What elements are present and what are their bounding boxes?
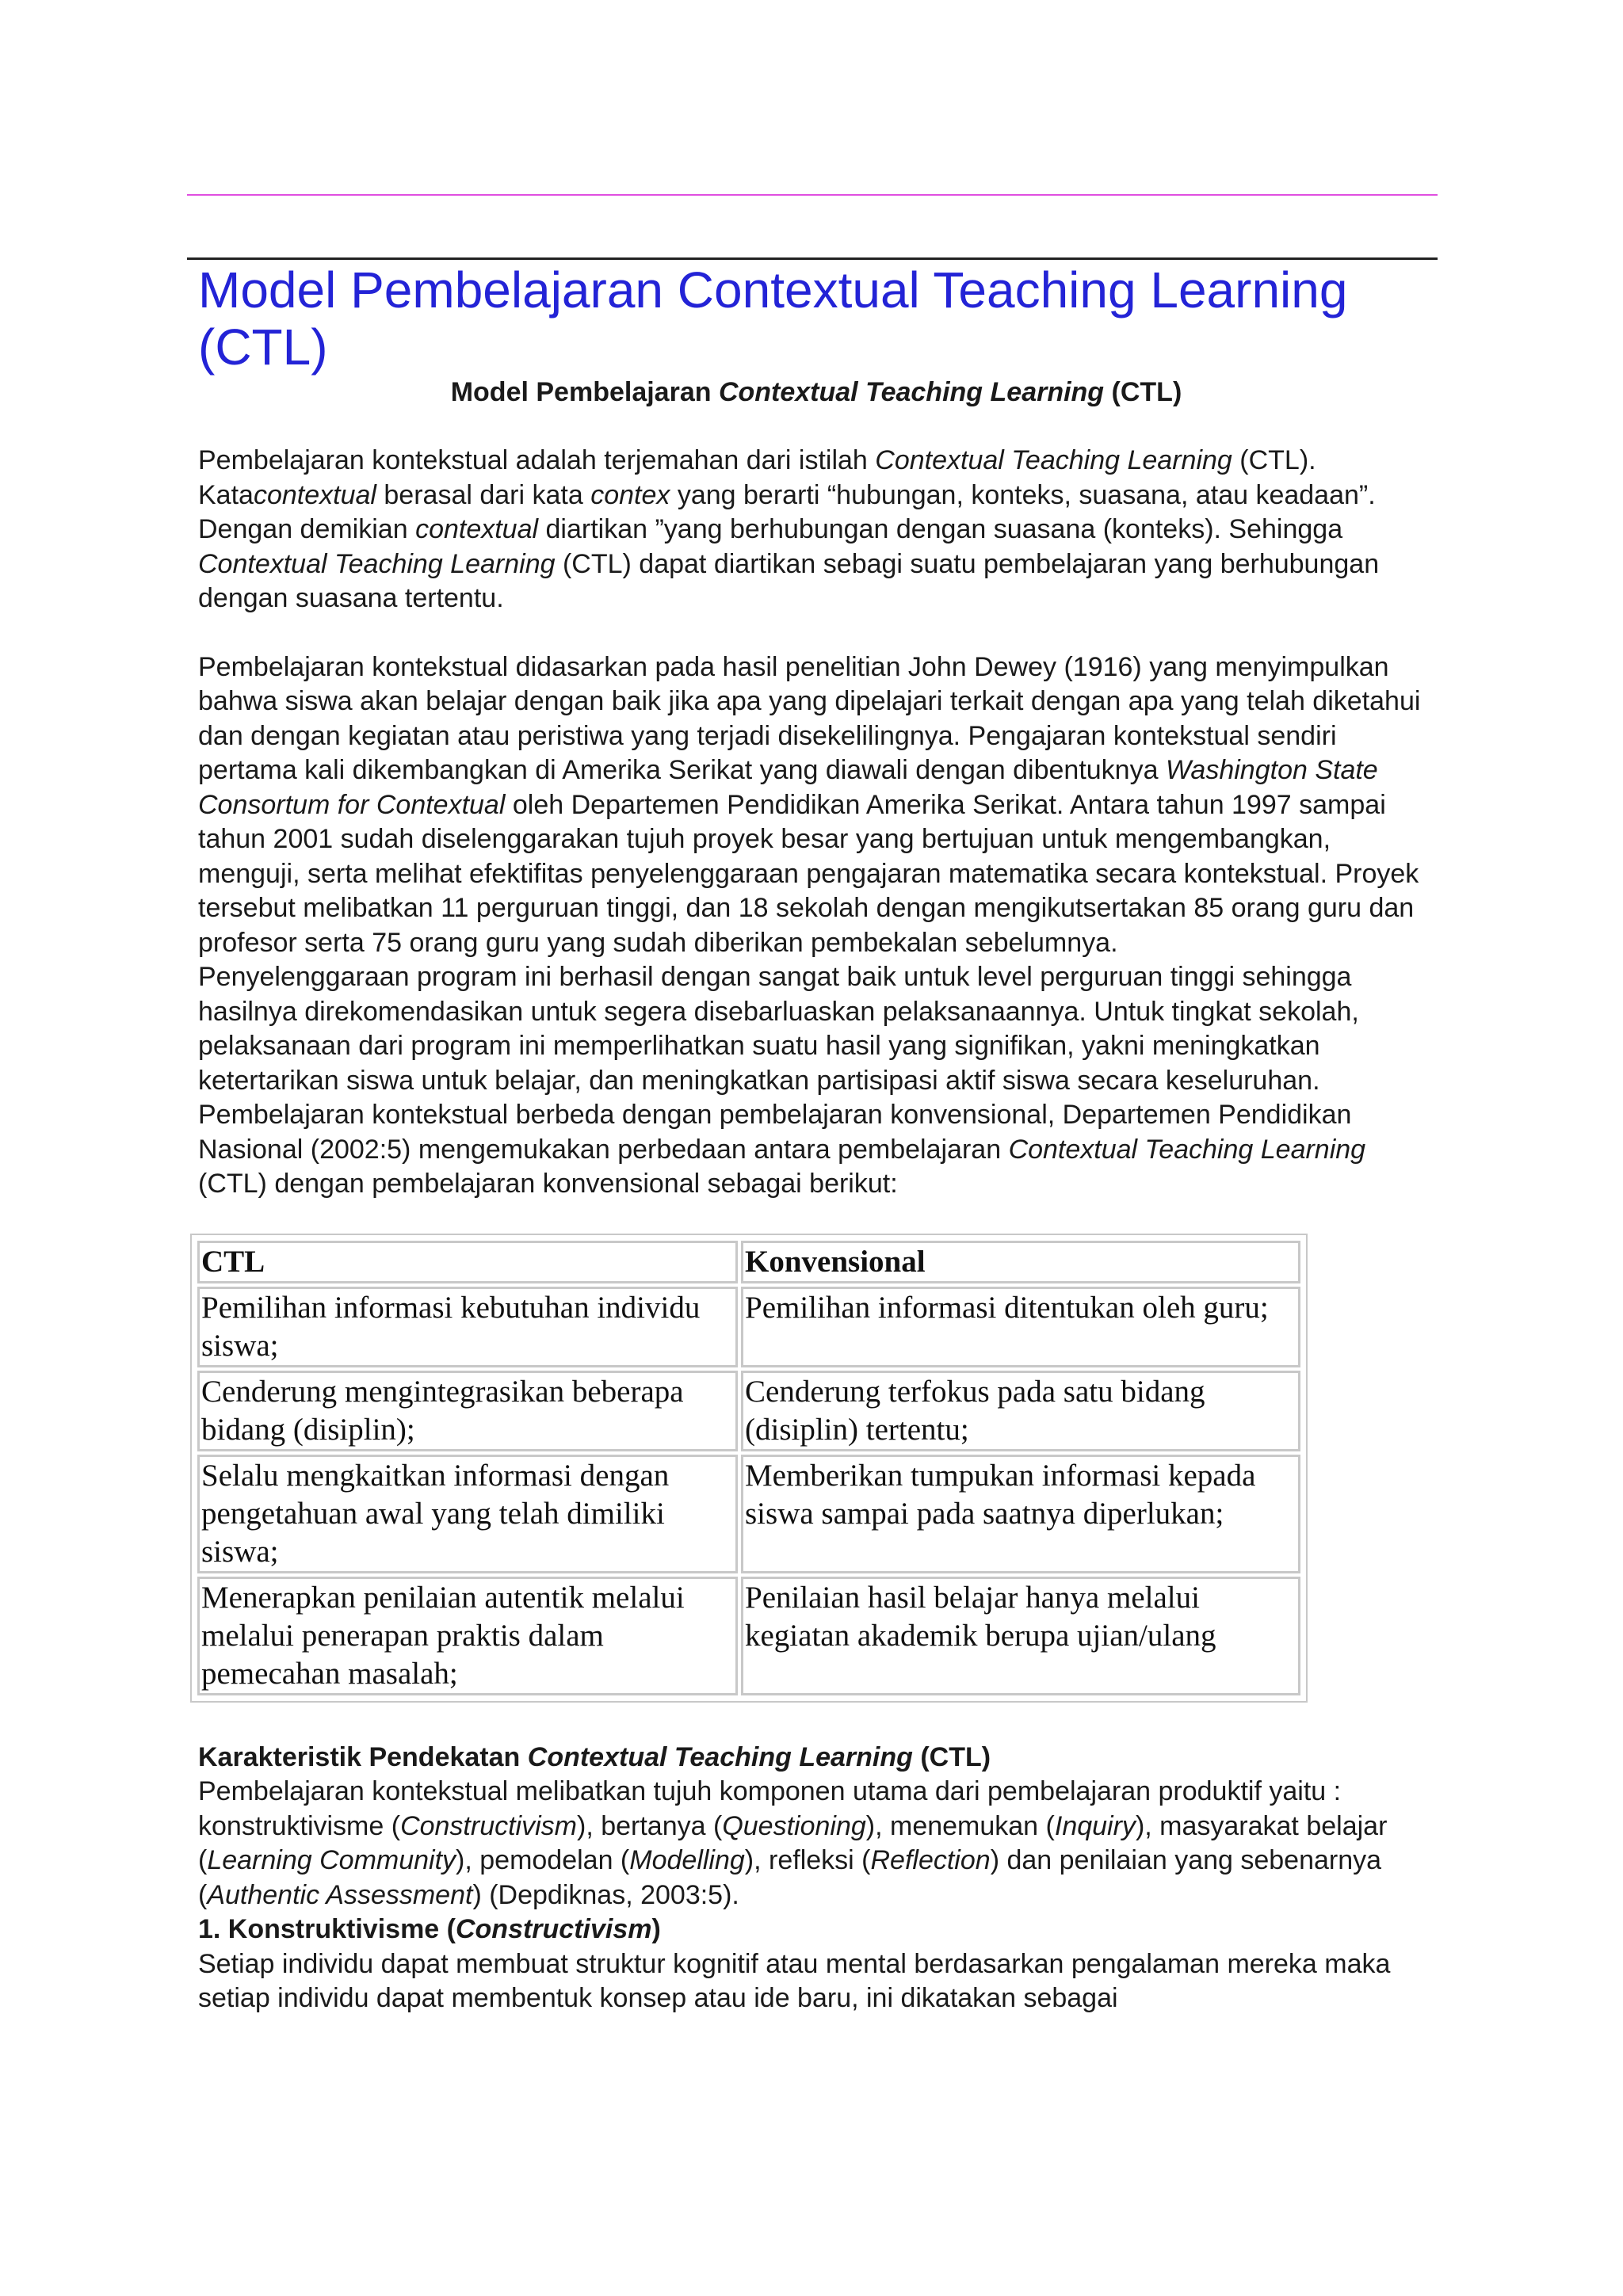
page-title: Model Pembelajaran Contextual Teaching Learning (CTL): [198, 261, 1348, 376]
italic-term: Contextual Teaching Learning: [875, 445, 1232, 475]
section-heading-characteristics: Karakteristik Pendekatan Contextual Teaching Learning (CTL): [198, 1741, 991, 1772]
paragraph-constructivism: Setiap individu dapat membuat struktur kognitif atau mental berdasarkan pengalaman mereka maka setiap individu dapat membentuk konsep atau ide baru, ini dikatakan sebagai: [198, 1948, 1391, 2013]
paragraph-definition: Pembelajaran kontekstual adalah terjemahan dari istilah Contextual Teaching Learning (CTL). Katacontextual berasal dari kata contex yang berarti “hubungan, konteks, suasana, atau keadaan”. Dengan demikian contextual diartikan ”yang berhubungan dengan suasana (konteks). Sehingga Contextual Teaching Learning (CTL) dapat diartikan sebagi suatu pembelajaran yang berhubungan dengan suasana tertentu.: [198, 445, 1380, 613]
table-row: [197, 1371, 1300, 1451]
paragraph-comparison-intro: Pembelajaran kontekstual berbeda dengan pembelajaran konvensional, Departemen Pendidikan Nasional (2002:5) mengemukakan perbedaan antara pembelajaran Contextual Teaching Learning (CTL) dengan pembelajaran konvensional sebagai berikut:: [198, 1100, 1366, 1199]
table-cell: Cenderung terfokus pada satu bidang (disiplin) tertentu;: [741, 1371, 1300, 1451]
paragraph-results: Penyelenggaraan program ini berhasil dengan sangat baik untuk level perguruan tinggi sehingga hasilnya direkomendasikan untuk segera disebarluaskan pelaksanaannya. Untuk tingkat sekolah, pelaksanaan dari program ini memperlihatkan suatu hasil yang signifikan, yakni meningkatkan ketertarikan siswa untuk belajar, dan meningkatkan partisipasi aktif siswa secara keseluruhan.: [198, 962, 1359, 1096]
top-divider-magenta: [187, 194, 1438, 196]
table-cell: Memberikan tumpukan informasi kepada siswa sampai pada saatnya diperlukan;: [741, 1455, 1300, 1573]
italic-term: Questioning: [722, 1810, 866, 1841]
italic-term: Learning Community: [207, 1845, 456, 1875]
comparison-table: [194, 1238, 1304, 1699]
italic-term: Authentic Assessment: [207, 1879, 473, 1910]
table-cell: Menerapkan penilaian autentik melalui melalui penerapan praktis dalam pemecahan masalah;: [197, 1577, 738, 1695]
italic-term: Constructivism: [400, 1810, 577, 1841]
italic-term: Modelling: [629, 1845, 745, 1875]
italic-term: contex: [590, 479, 670, 510]
table-cell: Pemilihan informasi ditentukan oleh guru;: [741, 1287, 1300, 1367]
table-cell: Selalu mengkaitkan informasi dengan pengetahuan awal yang telah dimiliki siswa;: [197, 1455, 738, 1573]
table-row: [197, 1455, 1300, 1573]
paragraph-components: Pembelajaran kontekstual melibatkan tujuh komponen utama dari pembelajaran produktif yaitu : konstruktivisme (Constructivism), bertanya (Questioning), menemukan (Inquiry), masyarakat belajar (Learning Community), pemodelan (Modelling), refleksi (Reflection) dan penilaian yang sebenarnya (Authentic Assessment) (Depdiknas, 2003:5).: [198, 1776, 1388, 1910]
comparison-table-frame: [190, 1234, 1308, 1703]
italic-term: contextual: [253, 479, 376, 510]
page-subtitle: Model Pembelajaran Contextual Teaching Learning (CTL): [450, 377, 1182, 407]
table-cell: Penilaian hasil belajar hanya melalui kegiatan akademik berupa ujian/ulang: [741, 1577, 1300, 1695]
italic-term: Contextual Teaching Learning: [198, 548, 556, 579]
table-header-ctl: CTL: [197, 1241, 738, 1283]
table-header-row: [197, 1241, 1300, 1283]
italic-term: Contextual Teaching Learning: [1008, 1134, 1366, 1165]
top-divider-black: [187, 257, 1438, 260]
italic-term: contextual: [415, 514, 539, 544]
table-header-konvensional: Konvensional: [741, 1241, 1300, 1283]
table-cell: Pemilihan informasi kebutuhan individu siswa;: [197, 1287, 738, 1367]
section-heading-constructivism: 1. Konstruktivisme (Constructivism): [198, 1914, 661, 1944]
paragraph-history: Pembelajaran kontekstual didasarkan pada hasil penelitian John Dewey (1916) yang menyimpulkan bahwa siswa akan belajar dengan baik jika apa yang dipelajari terkait dengan apa yang telah diketahui dan dengan kegiatan atau peristiwa yang terjadi disekelilingnya. Pengajaran kontekstual sendiri pertama kali dikembangkan di Amerika Serikat yang diawali dengan dibentuknya Washington State Consortum for Contextual oleh Departemen Pendidikan Amerika Serikat. Antara tahun 1997 sampai tahun 2001 sudah diselenggarakan tujuh proyek besar yang bertujuan untuk mengembangkan, menguji, serta melihat efektifitas penyelenggaraan pengajaran matematika secara kontekstual. Proyek tersebut melibatkan 11 perguruan tinggi, dan 18 sekolah dengan mengikutsertakan 85 orang guru dan profesor serta 75 orang guru yang sudah diberikan pembekalan sebelumnya.: [198, 651, 1421, 958]
document-content: [198, 261, 1434, 2016]
table-row: [197, 1577, 1300, 1695]
italic-term: Reflection: [870, 1845, 991, 1875]
italic-term: Washington State Consortum for Contextual: [198, 755, 1378, 820]
italic-term: Inquiry: [1054, 1810, 1136, 1841]
table-row: [197, 1287, 1300, 1367]
table-cell: Cenderung mengintegrasikan beberapa bidang (disiplin);: [197, 1371, 738, 1451]
